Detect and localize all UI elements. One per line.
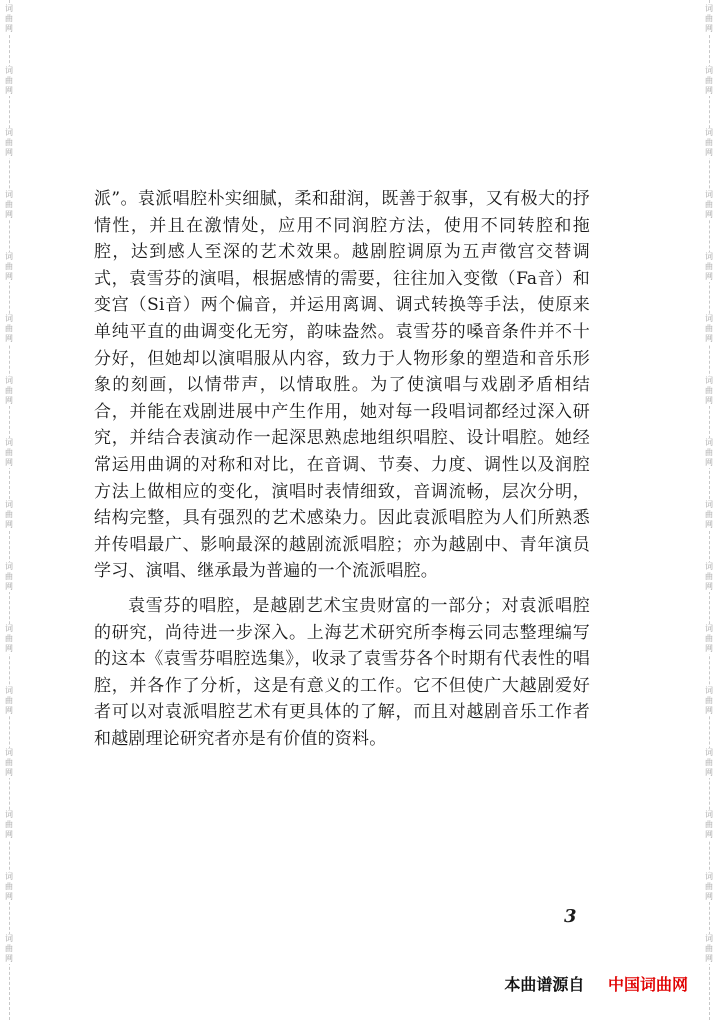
right-watermark-strip [700,0,720,1020]
watermark-stamp: 词曲网 [702,686,716,716]
body-text [94,186,590,752]
watermark-stamp: 词曲网 [702,4,716,34]
watermark-stamp: 词曲网 [2,4,16,34]
watermark-stamp: 词曲网 [702,810,716,840]
watermark-stamp: 词曲网 [2,190,16,220]
watermark-stamp: 词曲网 [2,438,16,468]
watermark-stamp: 词曲网 [702,624,716,654]
watermark-stamp: 词曲网 [702,66,716,96]
paragraph-2: 袁雪芬的唱腔，是越剧艺术宝贵财富的一部分；对袁派唱腔的研究，尚待进一步深入。上海艺术研究所李梅云同志整理编写的这本《袁雪芬唱腔选集》，收录了袁雪芬各个时期有代表性的唱腔，并各作了分析，这是有意义的工作。它不但使广大越剧爱好者可以对袁派唱腔艺术有更具体的了解，而且对越剧音乐工作者和越剧理论研究者亦是有价值的资料。 [94,595,590,749]
site-name-link[interactable]: 中国词曲网 [607,975,688,994]
watermark-stamp: 词曲网 [702,252,716,282]
watermark-stamp: 词曲网 [2,872,16,902]
watermark-stamp: 词曲网 [702,748,716,778]
watermark-stamp: 词曲网 [2,934,16,964]
source-label: 本曲谱源自 [504,975,585,994]
watermark-stamp: 词曲网 [2,376,16,406]
paragraph-1: 派”。袁派唱腔朴实细腻，柔和甜润，既善于叙事，又有极大的抒情性，并且在激情处，应用不同润腔方法，使用不同转腔和拖腔，达到感人至深的艺术效果。越剧腔调原为五声徵宫交替调式，袁雪芬的演唱，根据感情的需要，往往加入变徵（Fa音）和变宫（Si音）两个偏音，并运用离调、调式转换等手法，使原来单纯平直的曲调变化无穷，韵味盎然。袁雪芬的嗓音条件并不十分好，但她却以演唱服从内容，致力于人物形象的塑造和音乐形象的刻画，以情带声，以情取胜。为了使演唱与戏剧矛盾相结合，并能在戏剧进展中产生作用，她对每一段唱词都经过深入研究，并结合表演动作一起深思熟虑地组织唱腔、设计唱腔。她经常运用曲调的对称和对比，在音调、节奏、力度、调性以及润腔方法上做相应的变化，演唱时表情细致，音调流畅，层次分明，结构完整，具有强烈的艺术感染力。因此袁派唱腔为人们所熟悉并传唱最广、影响最深的越剧流派唱腔；亦为越剧中、青年演员学习、演唱、继承最为普遍的一个流派唱腔。 [94,189,590,582]
watermark-stamp: 词曲网 [702,934,716,964]
watermark-stamp: 词曲网 [2,810,16,840]
watermark-stamp: 词曲网 [2,252,16,282]
watermark-stamp: 词曲网 [2,748,16,778]
watermark-stamp: 词曲网 [702,438,716,468]
watermark-stamp: 词曲网 [702,872,716,902]
watermark-stamp: 词曲网 [702,562,716,592]
page-number: 3 [564,906,577,927]
watermark-stamp: 词曲网 [2,562,16,592]
watermark-stamp: 词曲网 [702,128,716,158]
watermark-stamp: 词曲网 [2,66,16,96]
watermark-stamp: 词曲网 [702,500,716,530]
watermark-stamp: 词曲网 [2,500,16,530]
watermark-stamp: 词曲网 [2,686,16,716]
watermark-stamp: 词曲网 [702,314,716,344]
source-footer [504,972,688,995]
watermark-stamp: 词曲网 [2,128,16,158]
watermark-stamp: 词曲网 [2,624,16,654]
watermark-stamp: 词曲网 [2,314,16,344]
left-watermark-strip [0,0,20,1020]
watermark-stamp: 词曲网 [702,190,716,220]
watermark-stamp: 词曲网 [702,376,716,406]
